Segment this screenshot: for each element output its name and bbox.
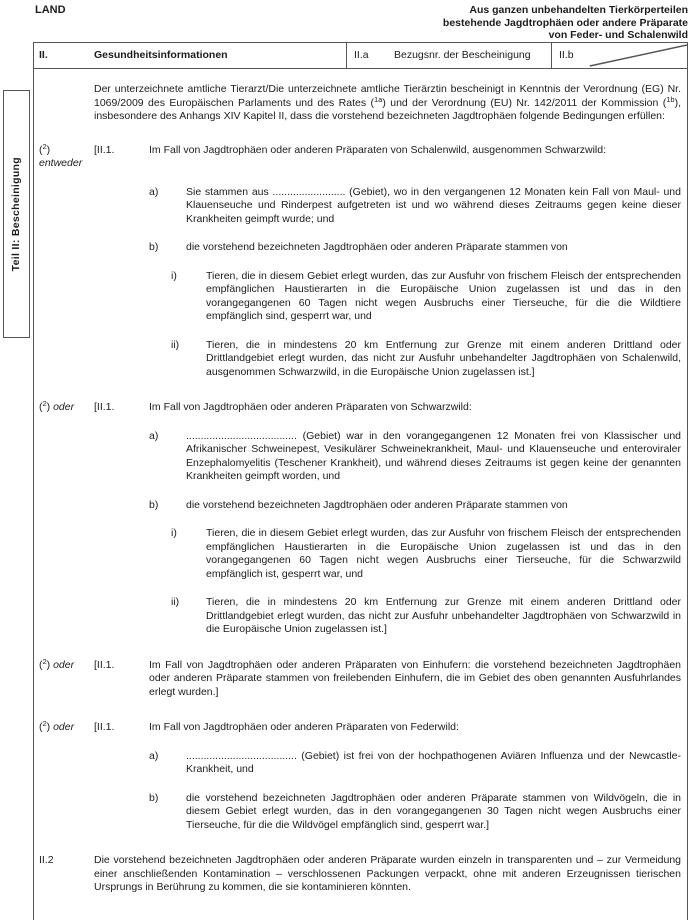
- intro-text-3: ), insbesondere des Anhangs XIV Kapitel II, dass die vorstehend bezeichneten Jagdtrophäen folgende Bedingungen erfüllen:: [94, 96, 681, 122]
- fn-open: (: [39, 401, 43, 413]
- item-label: b): [149, 791, 159, 804]
- fn-open: (: [39, 143, 43, 156]
- part-ii-tab-label: Teil II: Bescheinigung: [9, 156, 22, 272]
- conjunction-word: oder: [53, 721, 75, 733]
- option-conjunction: [39, 656, 94, 700]
- list-item-a: [149, 430, 681, 484]
- health-info-header-cell: [34, 43, 346, 68]
- intro-paragraph: [94, 83, 681, 124]
- list-item-b: [149, 499, 681, 513]
- intro-text-1: Der unterzeichnete amtliche Tierarzt/Die unterzeichnete amtliche Tierärztin bescheinigt in Kenntnis der Verordnung (EG) Nr. 1069/2009 des Europäischen Parlaments und des Rates (: [94, 83, 681, 109]
- list-item-b: [149, 241, 681, 255]
- table-header-row: [34, 43, 687, 69]
- section-title: Gesundheitsinformationen: [94, 48, 228, 61]
- clause-text: Im Fall von Jagdtrophäen oder anderen Präparaten von Schwarzwild:: [149, 401, 472, 413]
- fn-open: (: [39, 658, 43, 671]
- subitem-text: Tieren, die in diesem Gebiet erlegt wurden, das zur Ausfuhr von frischem Fleisch der entsprechenden empfänglichen Haustierarten in die Europäische Union zugelassen ist und das in den vorangegangenen 60 Tagen nicht wegen Ausbruchs einer Tierseuche, für die die Wildtiere empfänglich sind, gesperrt war, und: [206, 269, 681, 322]
- subitem-text: Tieren, die in mindestens 20 km Entfernung zur Grenze mit einem anderen Drittland oder Drittlandgebiet erlegt wurden, das nicht zur Ausfuhr unbehandelter Jagdtrophäen von Schwarzwild in die Europäische Union zugelassen ist.]: [206, 596, 681, 635]
- item-label: a): [149, 749, 159, 762]
- sublist-item-ii: [171, 339, 681, 380]
- clause-number: [II.1.: [94, 658, 115, 671]
- item-text: die vorstehend bezeichneten Jagdtrophäen oder anderen Präparate stammen von: [186, 498, 568, 511]
- fn-open: (: [39, 721, 43, 733]
- clause-ii2-row: [34, 854, 681, 895]
- item-text: die vorstehend bezeichneten Jagdtrophäen oder anderen Präparate stammen von: [186, 241, 568, 253]
- sublist-item-i: [171, 527, 681, 581]
- certificate-title-line1: Aus ganzen unbehandelten Tierkörperteilen: [469, 4, 688, 16]
- item-text: ...................................... (Gebiet) ist frei von der hochpathogenen Aviären Influenza und der Newcastle-Krankheit, und: [186, 749, 681, 775]
- clause-number: [II.1.: [94, 401, 115, 413]
- option-row-schalenwild: [34, 141, 681, 171]
- conjunction-word: oder: [53, 658, 75, 671]
- intro-text-2: ) und der Verordnung (EU) Nr. 142/2011 der Kommission (: [382, 96, 667, 109]
- clause-text: Im Fall von Jagdtrophäen oder anderen Präparaten von Schalenwild, ausgenommen Schwarzwild:: [149, 143, 607, 156]
- page-header: [35, 4, 688, 42]
- ref-cell-number: II.a: [354, 48, 369, 61]
- option-row-federwild: [34, 721, 681, 735]
- footnote-ref-2: 2: [42, 399, 47, 408]
- iib-cell: [551, 43, 687, 68]
- table-body: [34, 83, 687, 905]
- clause-text: Im Fall von Jagdtrophäen oder anderen Präparaten von Einhufern: die vorstehend bezeichneten Jagdtrophäen oder anderen Präparate stammen von freilebenden Einhufern, die im Gebiet des oben genannten Ausfuhrlandes erlegt wurden.]: [149, 658, 681, 698]
- item-label: a): [149, 185, 159, 198]
- clause-number: [II.1.: [94, 721, 115, 733]
- list-item-b: [149, 792, 681, 833]
- subitem-label: i): [171, 269, 177, 282]
- subitem-label: ii): [171, 338, 180, 351]
- item-label: b): [149, 498, 159, 511]
- item-text: Sie stammen aus ......................... (Gebiet), wo in den vergangenen 12 Monaten kein Fall von Maul- und Klauenseuche und Rinderpest aufgetreten ist und wo während dieses Zeitraums gegen keine dieser Krankheiten geimpft wurde; und: [186, 185, 681, 225]
- footnote-ref-2: 2: [42, 656, 47, 666]
- country-label: LAND: [35, 4, 66, 16]
- fn-close: ): [46, 658, 51, 671]
- subitem-label: ii): [171, 596, 180, 608]
- item-text: ...................................... (Gebiet) war in den vorangegangenen 12 Monaten frei von Klassischer und Afrikanischer Schweinepest, Vesikulärer Schweinekrankheit, Maul- und Klauenseuche und enteroviraler Enzephalomyelitis (Teschener Krankheit), und während dieses Zeitraums ist gegen keine der genannten Krankheiten geimpft worden, und: [186, 429, 681, 482]
- clause-ii2-number: II.2: [39, 854, 54, 866]
- reference-number-cell: [346, 43, 551, 68]
- subitem-text: Tieren, die in diesem Gebiet erlegt wurden, das zur Ausfuhr von frischem Fleisch der entsprechenden empfänglichen Haustierarten in die Europäische Union zugelassen ist und das in den vorangegangenen 60 Tagen nicht wegen Ausbruchs einer Tierseuche, für die Schwarzwild empfänglich ist, gesperrt war, und: [206, 527, 681, 580]
- conjunction-word: entweder: [39, 157, 83, 169]
- section-number: II.: [39, 48, 48, 61]
- subitem-label: i): [171, 527, 177, 539]
- part-ii-tab: [3, 90, 30, 338]
- fn-close: ): [46, 143, 51, 156]
- diagonal-line-icon: [552, 43, 687, 68]
- footnote-ref-1a: 1a: [374, 94, 383, 104]
- item-label: a): [149, 429, 159, 442]
- option-row-einhufer: [34, 656, 681, 700]
- certificate-table: [33, 42, 688, 920]
- list-item-a: [149, 186, 681, 227]
- subitem-text: Tieren, die in mindestens 20 km Entfernung zur Grenze mit einem anderen Drittland oder Drittlandgebiet erlegt wurden, das nicht zur Ausfuhr unbehandelter Jagdtrophäen von Schalenwild, ausgenommen Schwarzwild, in die Europäische Union zugelassen ist.]: [206, 338, 681, 378]
- conjunction-word: oder: [53, 401, 75, 413]
- item-text: die vorstehend bezeichneten Jagdtrophäen oder anderen Präparate stammen von Wildvögeln, die in diesem Gebiet erlegt wurden, das in den vorangegangenen 30 Tagen nicht wegen Ausbruchs einer Tierseuche, für die die Wildvögel empfänglich sind, gesperrt war.]: [186, 791, 681, 831]
- footnote-ref-1b: 1b: [666, 94, 675, 104]
- clause-ii2-text: Die vorstehend bezeichneten Jagdtrophäen oder anderen Präparate wurden einzeln in transparenten und – zur Vermeidung einer anschließenden Kontamination – verschlossenen Packungen verpackt, ohne mit anderen Erzeugnissen tierischen Ursprungs in Berührung zu kommen, die sie kontaminieren könnten.: [94, 854, 681, 893]
- fn-close: ): [46, 721, 51, 733]
- sublist-item-ii: [171, 596, 681, 637]
- option-row-schwarzwild: [34, 401, 681, 415]
- fn-close: ): [46, 401, 51, 413]
- sublist-item-i: [171, 270, 681, 324]
- option-conjunction: [39, 721, 94, 735]
- option-conjunction: [39, 401, 94, 415]
- option-conjunction: [39, 141, 94, 171]
- footnote-ref-2: 2: [42, 141, 47, 151]
- list-item-a: [149, 750, 681, 777]
- clause-text: Im Fall von Jagdtrophäen oder anderen Präparaten von Federwild:: [149, 721, 459, 733]
- footnote-ref-2: 2: [42, 719, 47, 728]
- certificate-title: [35, 4, 688, 42]
- ref-cell-label: Bezugsnr. der Bescheinigung: [394, 48, 531, 61]
- certificate-title-line2: bestehende Jagdtrophäen oder andere Präparate: [442, 16, 688, 29]
- item-label: b): [149, 241, 159, 253]
- certificate-title-line3: von Feder- und Schalenwild: [548, 29, 688, 41]
- iib-cell-number: II.b: [559, 48, 574, 61]
- clause-number: [II.1.: [94, 143, 115, 156]
